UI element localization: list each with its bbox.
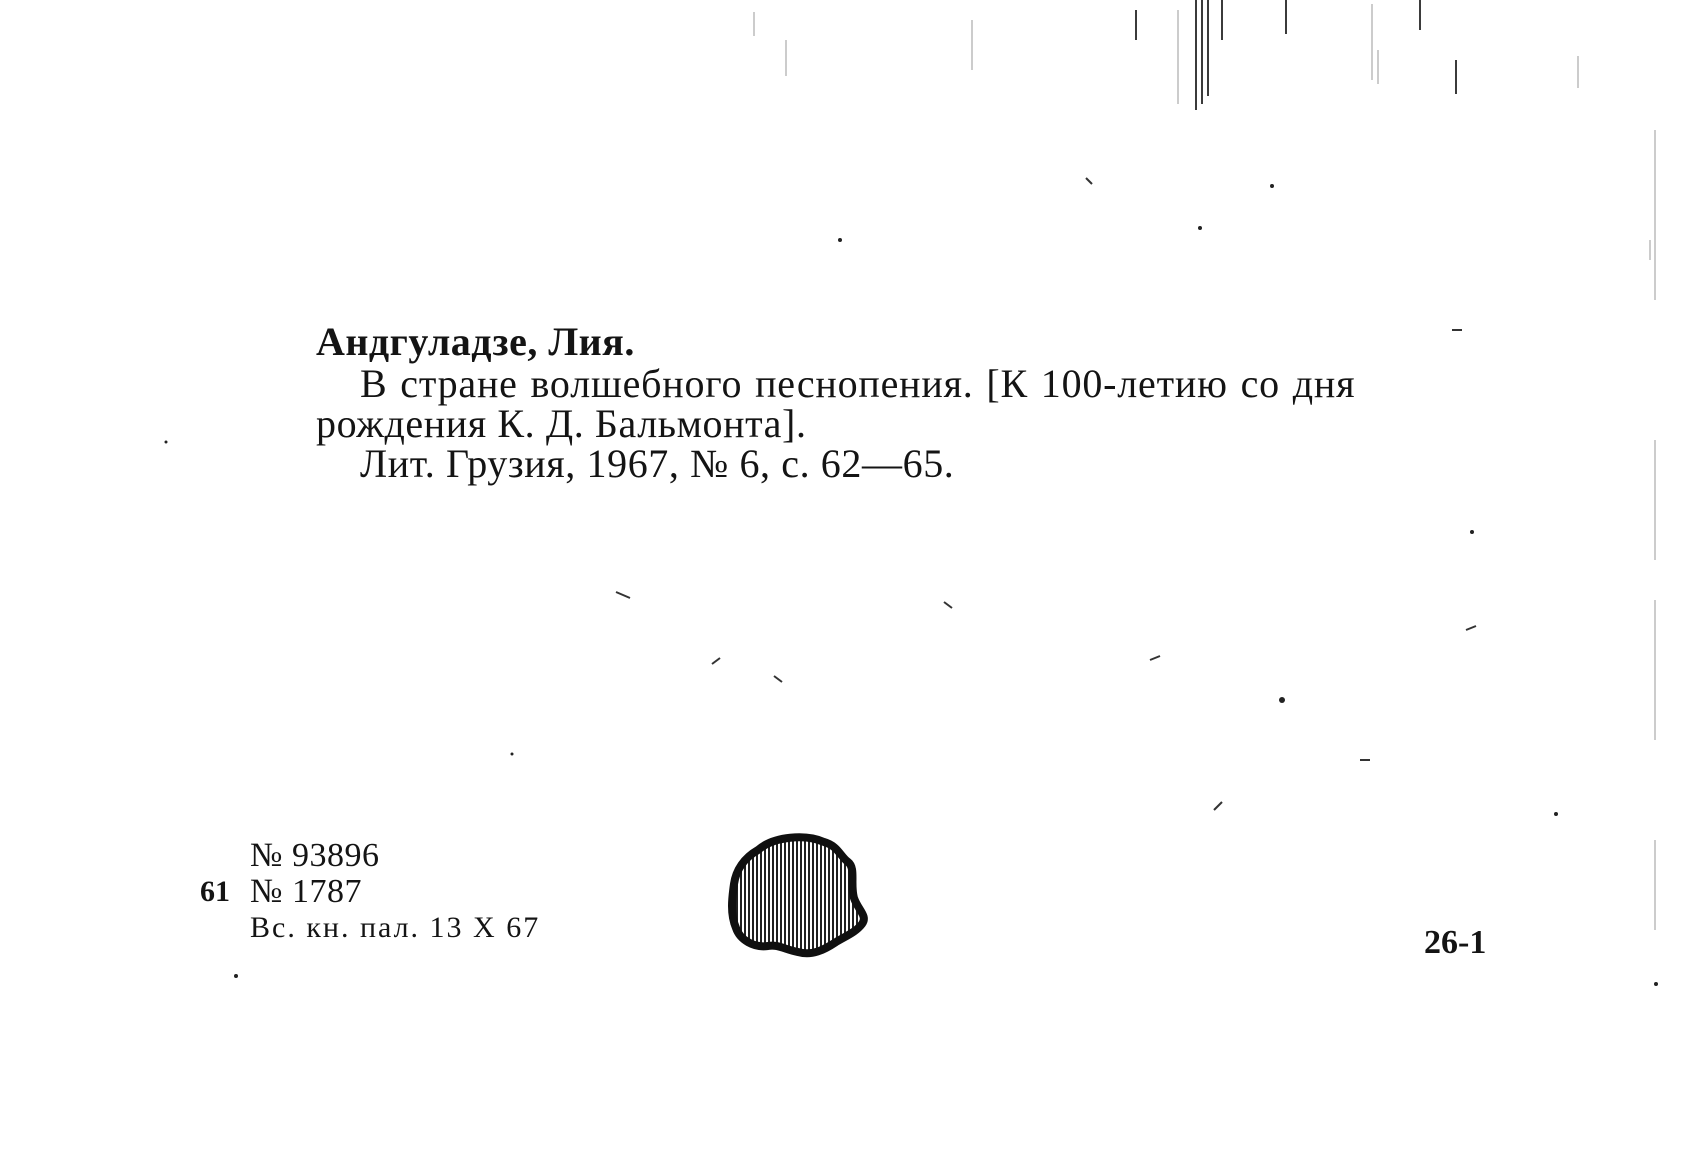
entry-author: Андгуладзе, Лия. [316,319,635,364]
punched-hole-icon [728,832,868,962]
bibliographic-entry [316,319,1506,486]
issue-number: № 1787 [250,873,362,910]
book-chamber-date: Вс. кн. пал. 13 X 67 [250,911,541,944]
shelf-mark: 61 [200,875,230,908]
entry-title-line-1: В стране волшебного песнопения. [К 100-летию со дня [360,361,1356,406]
entry-source: Лит. Грузия, 1967, № 6, с. 62—65. [360,441,955,486]
card-code: 26-1 [1424,924,1487,961]
registration-number: № 93896 [250,837,380,874]
entry-title-line-2: рождения К. Д. Бальмонта]. [316,401,807,446]
